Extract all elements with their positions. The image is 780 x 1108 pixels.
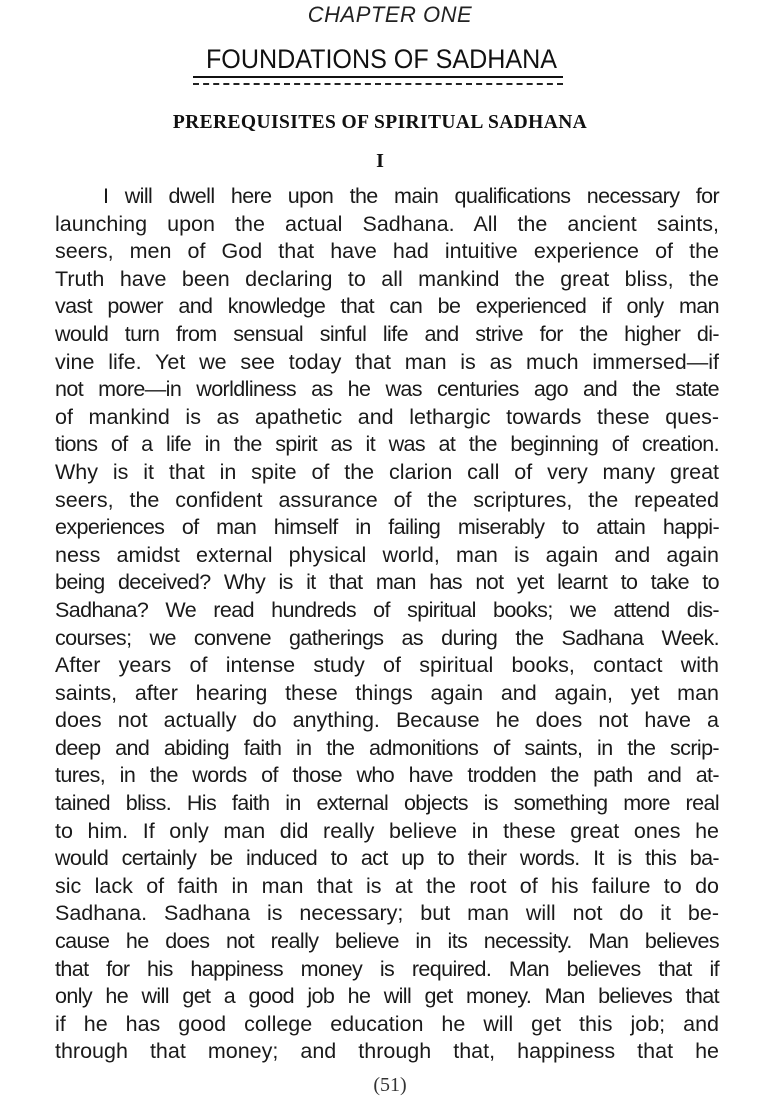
title-underline-dashed	[193, 83, 563, 85]
text-line: would certainly be induced to act up to their words. It is this ba-	[55, 846, 719, 871]
body-paragraph	[55, 183, 719, 1066]
text-line: Why is it that in spite of the clarion call of very many great	[55, 459, 719, 484]
text-line: through that money; and through that, happiness that he	[55, 1039, 719, 1064]
text-line: vine life. Yet we see today that man is as much immersed—if	[55, 349, 719, 374]
text-line: not more—in worldliness as he was centuries ago and the state	[55, 377, 719, 402]
text-line: saints, after hearing these things again and again, yet man	[55, 680, 719, 705]
text-line: only he will get a good job he will get money. Man believes that	[55, 984, 719, 1009]
text-line: seers, the confident assurance of the scriptures, the repeated	[55, 487, 719, 512]
text-line: courses; we convene gatherings as during the Sadhana Week.	[55, 625, 719, 650]
chapter-title: FOUNDATIONS OF SADHANA	[205, 44, 558, 74]
text-line: does not actually do anything. Because he does not have a	[55, 708, 719, 733]
text-line: ness amidst external physical world, man is again and again	[55, 542, 719, 567]
page-number: (51)	[373, 1074, 407, 1096]
text-line: tained bliss. His faith in external objects is something more real	[55, 791, 719, 816]
text-line: seers, men of God that have had intuitive experience of the	[55, 239, 719, 264]
text-line: deep and abiding faith in the admonitions of saints, in the scrip-	[55, 735, 719, 760]
text-line: Truth have been declaring to all mankind the great bliss, the	[55, 266, 719, 291]
text-line: vast power and knowledge that can be experienced if only man	[55, 294, 719, 319]
section-title: PREREQUISITES OF SPIRITUAL SADHANA	[172, 112, 588, 133]
title-underline-solid	[193, 76, 563, 78]
text-line: of mankind is as apathetic and lethargic towards these ques-	[55, 404, 719, 429]
text-line: After years of intense study of spiritual books, contact with	[55, 653, 719, 678]
chapter-title-block	[193, 42, 563, 85]
text-line: sic lack of faith in man that is at the root of his failure to do	[55, 873, 719, 898]
text-line: that for his happiness money is required. Man believes that if	[55, 956, 719, 981]
section-numeral: I	[376, 150, 384, 172]
text-line: Sadhana? We read hundreds of spiritual books; we attend dis-	[55, 597, 719, 622]
text-line: to him. If only man did really believe in these great ones he	[55, 818, 719, 843]
text-line: tures, in the words of those who have trodden the path and at-	[55, 763, 719, 788]
text-line: tions of a life in the spirit as it was at the beginning of creation.	[55, 432, 719, 457]
text-line: experiences of man himself in failing miserably to attain happi-	[55, 515, 719, 540]
text-line: I will dwell here upon the main qualifications necessary for	[103, 184, 719, 208]
text-line: cause he does not really believe in its necessity. Man believes	[55, 929, 719, 954]
text-line: launching upon the actual Sadhana. All the ancient saints,	[55, 211, 719, 236]
text-line: would turn from sensual sinful life and strive for the higher di-	[55, 321, 719, 346]
text-line: if he has good college education he will get this job; and	[55, 1011, 719, 1036]
text-line: Sadhana. Sadhana is necessary; but man will not do it be-	[55, 901, 719, 926]
text-line: being deceived? Why is it that man has not yet learnt to take to	[55, 570, 719, 595]
chapter-label: CHAPTER ONE	[307, 2, 473, 27]
